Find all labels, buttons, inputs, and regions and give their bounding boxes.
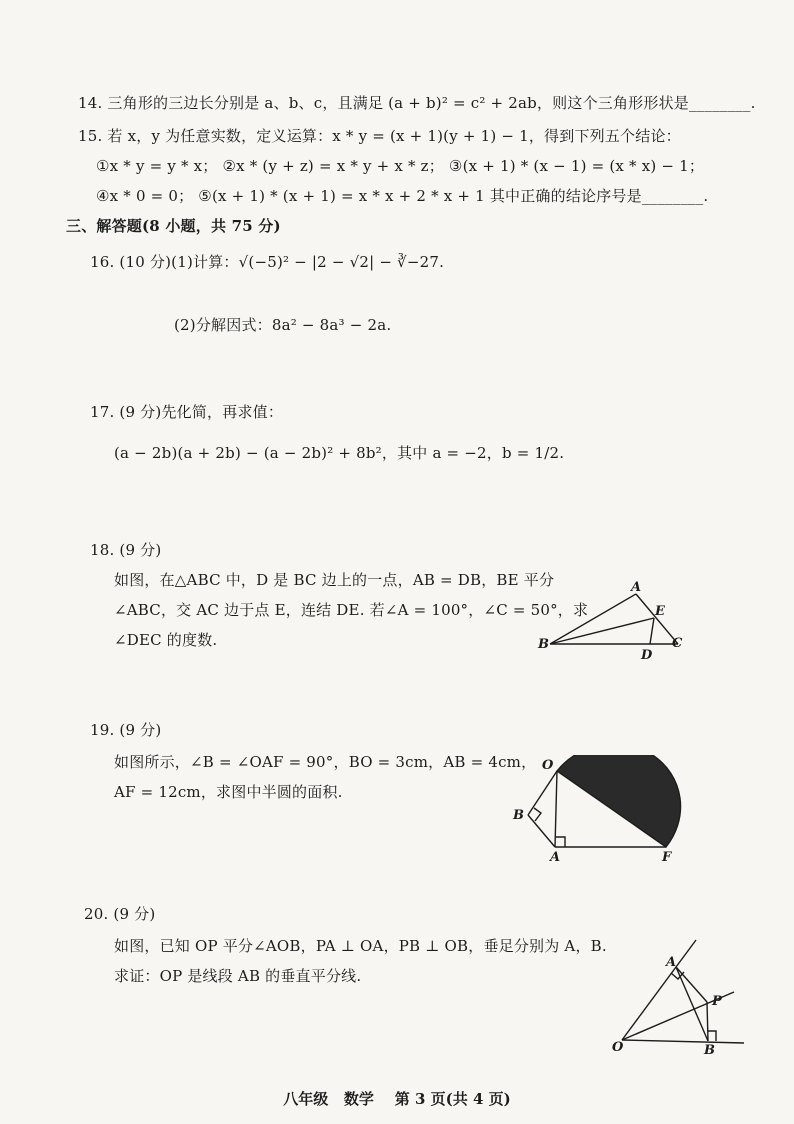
question-19-line1: 如图所示，∠B = ∠OAF = 90°，BO = 3cm，AB = 4cm， bbox=[114, 753, 537, 771]
figure-angle-bisector bbox=[604, 930, 754, 1060]
question-17-expression: (a − 2b)(a + 2b) − (a − 2b)² + 8b²，其中 a = −2，b = 1/2. bbox=[114, 444, 565, 462]
label-d: D bbox=[641, 648, 653, 663]
question-14: 14. 三角形的三边长分别是 a、b、c，且满足 (a + b)² = c² + 2ab，则这个三角形形状是________. bbox=[78, 94, 756, 112]
figure-triangle-abc bbox=[530, 578, 690, 668]
question-18-line3: ∠DEC 的度数. bbox=[114, 631, 218, 649]
question-16-part2: (2)分解因式：8a² − 8a³ − 2a. bbox=[174, 316, 392, 334]
semicircle-diagram bbox=[506, 755, 686, 867]
section-heading: 三、解答题(8 小题，共 75 分) bbox=[66, 217, 281, 235]
page-footer: 八年级 数学 第 3 页(共 4 页) bbox=[283, 1090, 511, 1108]
label-e: E bbox=[655, 604, 665, 619]
label-f: F bbox=[662, 850, 672, 865]
label-b: B bbox=[538, 637, 549, 652]
angle-bisector-diagram bbox=[604, 930, 754, 1060]
question-16-part1: 16. (10 分)(1)计算：√(−5)² − |2 − √2| − ∛−27. bbox=[90, 253, 445, 271]
question-18-line2: ∠ABC，交 AC 边于点 E，连结 DE. 若∠A = 100°，∠C = 50°，求 bbox=[114, 601, 589, 619]
question-19-line2: AF = 12cm，求图中半圆的面积. bbox=[114, 783, 343, 801]
question-18-head: 18. (9 分) bbox=[90, 541, 162, 559]
question-15-options-2: ④x * 0 = 0； ⑤(x + 1) * (x + 1) = x * x + 2 * x + 1 其中正确的结论序号是________. bbox=[96, 187, 709, 205]
label-c: C bbox=[672, 636, 683, 651]
question-17-head: 17. (9 分)先化简，再求值： bbox=[90, 403, 284, 421]
question-20-head: 20. (9 分) bbox=[84, 905, 156, 923]
question-15-stem: 15. 若 x，y 为任意实数，定义运算：x * y = (x + 1)(y + 1) − 1，得到下列五个结论： bbox=[78, 127, 681, 145]
label-b: B bbox=[704, 1043, 715, 1058]
question-15-options-1: ①x * y = y * x； ②x * (y + z) = x * y + x * z； ③(x + 1) * (x − 1) = (x * x) − 1； bbox=[96, 157, 705, 175]
label-p: P bbox=[712, 994, 722, 1009]
label-b: B bbox=[513, 808, 524, 823]
question-19-head: 19. (9 分) bbox=[90, 721, 162, 739]
label-o: O bbox=[612, 1040, 624, 1055]
question-20-line1: 如图，已知 OP 平分∠AOB，PA ⊥ OA，PB ⊥ OB，垂足分别为 A，B. bbox=[114, 937, 607, 955]
question-18-line1: 如图，在△ABC 中，D 是 BC 边上的一点，AB = DB，BE 平分 bbox=[114, 571, 555, 589]
triangle-abc-diagram bbox=[530, 578, 690, 668]
label-a: A bbox=[550, 850, 561, 865]
question-20-line2: 求证：OP 是线段 AB 的垂直平分线. bbox=[114, 967, 362, 985]
label-o: O bbox=[542, 758, 554, 773]
label-a: A bbox=[631, 580, 642, 595]
label-a: A bbox=[666, 955, 677, 970]
figure-semicircle bbox=[506, 755, 686, 867]
